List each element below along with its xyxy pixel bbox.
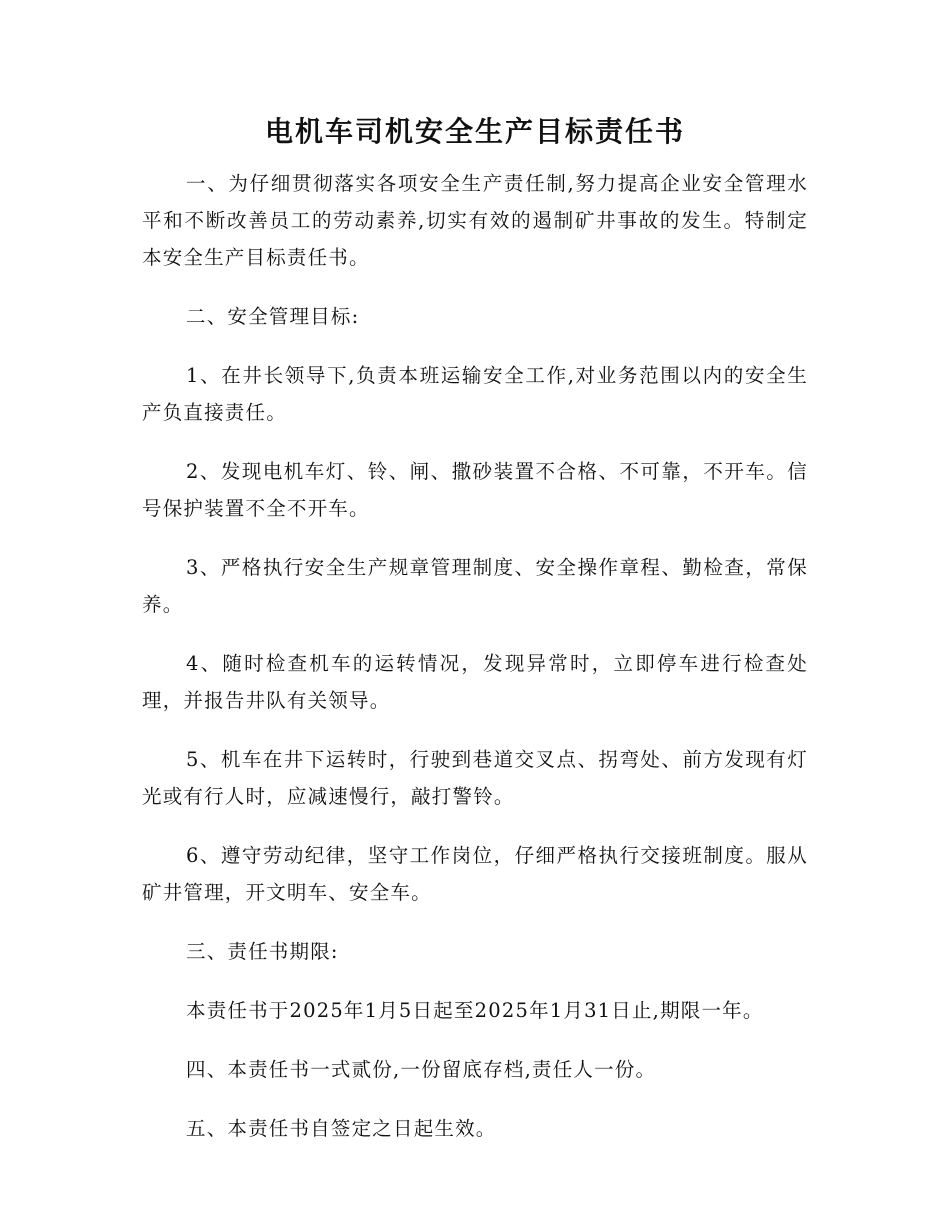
paragraph-copies: 四、本责任书一式贰份,一份留底存档,责任人一份。: [186, 1058, 657, 1081]
paragraph-purpose: 一、为仔细贯彻落实各项安全生产责任制,努力提高企业安全管理水平和不断改善员工的劳动素养,切实有效的遏制矿井事故的发生。特制定本安全生产目标责任书。: [142, 172, 808, 269]
paragraph-term-detail: 本责任书于2025年1月5日起至2025年1月31日止,期限一年。: [186, 999, 764, 1022]
paragraph-section-goals: 二、安全管理目标:: [186, 305, 360, 328]
paragraph-section-term: 三、责任书期限:: [186, 940, 339, 963]
paragraph-item-1: 1、在井长领导下,负责本班运输安全工作,对业务范围以内的安全生产负直接责任。: [142, 364, 808, 424]
paragraph-effective: 五、本责任书自签定之日起生效。: [186, 1117, 497, 1140]
paragraph-item-3: 3、严格执行安全生产规章管理制度、安全操作章程、勤检查，常保养。: [142, 556, 808, 616]
paragraph-item-2: 2、发现电机车灯、铃、闸、撒砂装置不合格、不可靠，不开车。信号保护装置不全不开车。: [142, 460, 808, 520]
paragraph-item-5: 5、机车在井下运转时，行驶到巷道交叉点、拐弯处、前方发现有灯光或有行人时，应减速慢行，敲打警铃。: [142, 748, 808, 808]
document-body: [142, 165, 808, 1169]
paragraph-item-6: 6、遵守劳动纪律，坚守工作岗位，仔细严格执行交接班制度。服从矿井管理，开文明车、安全车。: [142, 844, 808, 904]
document-title: 电机车司机安全生产目标责任书: [264, 115, 685, 148]
paragraph-item-4: 4、随时检查机车的运转情况，发现异常时，立即停车进行检查处理，并报告井队有关领导。: [142, 652, 808, 712]
